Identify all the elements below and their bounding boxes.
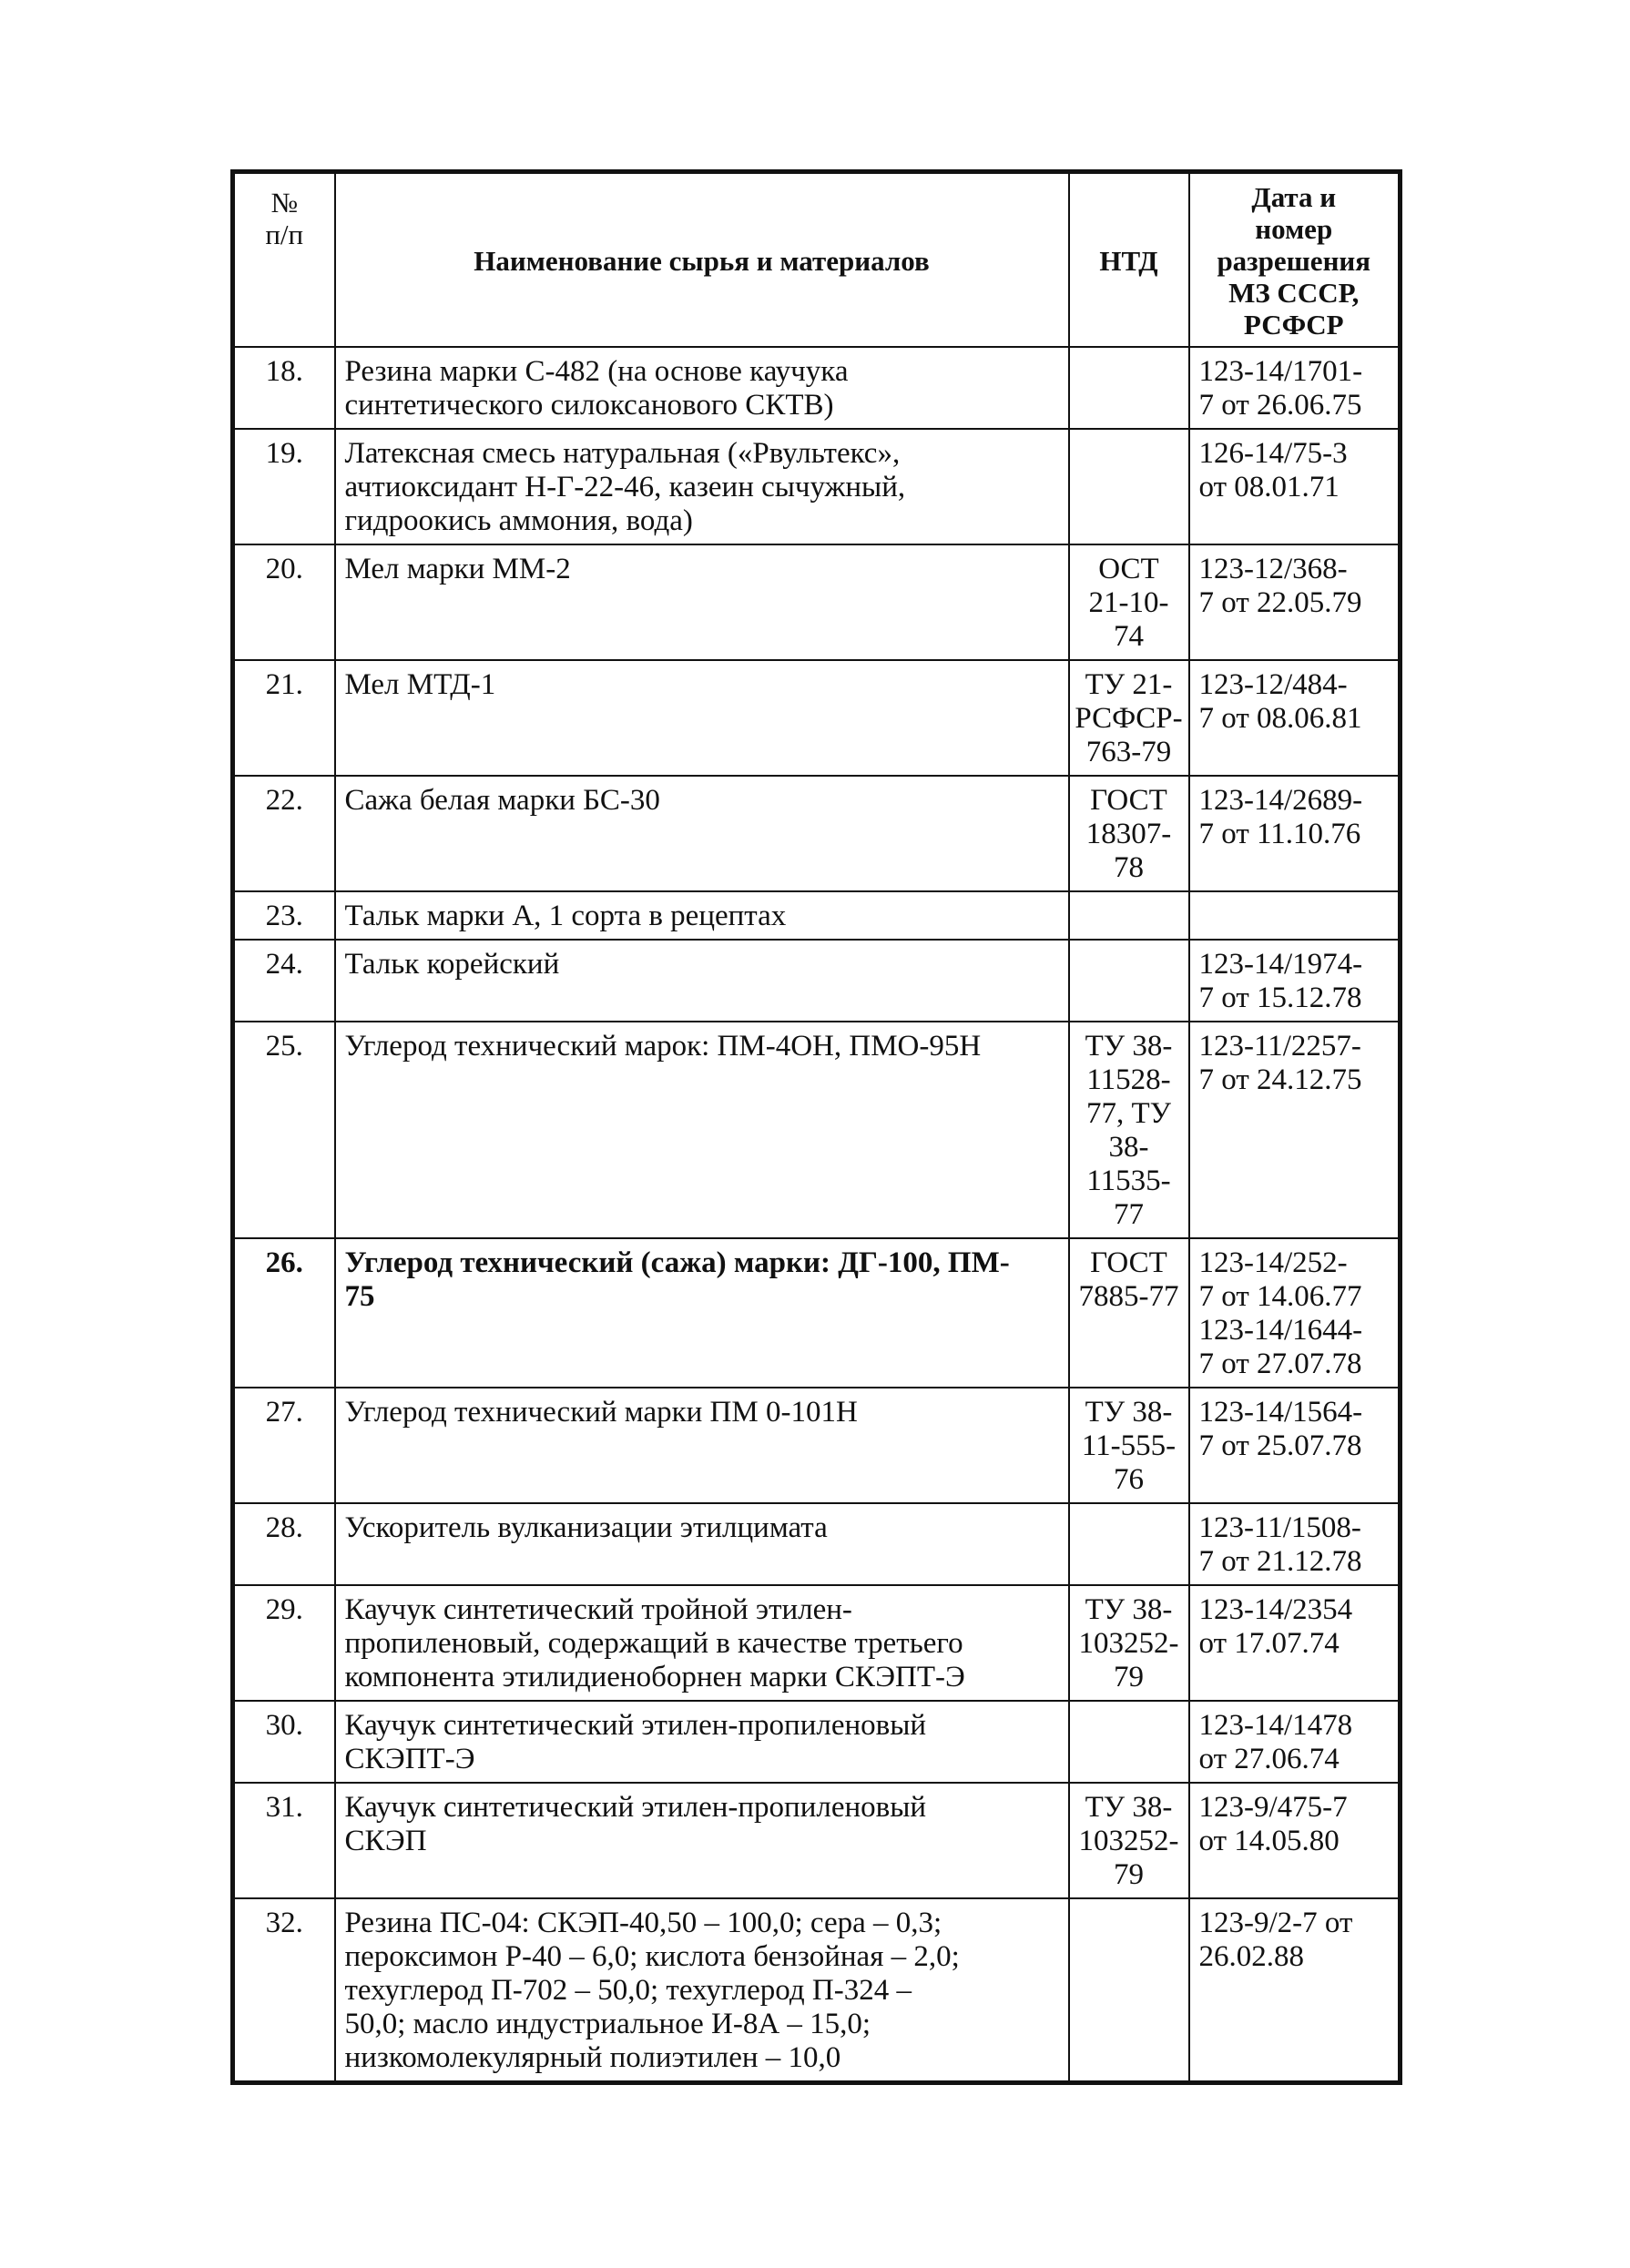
- row-material-name: Сажа белая марки БС-30: [335, 776, 1069, 891]
- table-row: [233, 1585, 1401, 1701]
- header-material-name: Наименование сырья и материалов: [335, 172, 1069, 348]
- table-row: [233, 1898, 1401, 2083]
- row-permit: 123-9/475-7 от 14.05.80: [1189, 1783, 1401, 1898]
- table-row: [233, 347, 1401, 429]
- row-permit: 123-9/2-7 от 26.02.88: [1189, 1898, 1401, 2083]
- table-row: [233, 1388, 1401, 1503]
- row-number: 30.: [233, 1701, 335, 1783]
- row-permit: 123-14/1701- 7 от 26.06.75: [1189, 347, 1401, 429]
- row-material-name: Углерод технический марок: ПМ-4ОН, ПМО-95Н: [335, 1022, 1069, 1238]
- row-ntd: [1069, 940, 1189, 1022]
- row-number: 19.: [233, 429, 335, 544]
- row-material-name: Тальк корейский: [335, 940, 1069, 1022]
- row-number: 24.: [233, 940, 335, 1022]
- row-ntd: ОСТ 21-10- 74: [1069, 544, 1189, 660]
- row-ntd: ГОСТ 18307- 78: [1069, 776, 1189, 891]
- row-number: 25.: [233, 1022, 335, 1238]
- header-ntd: НТД: [1069, 172, 1189, 348]
- row-number: 20.: [233, 544, 335, 660]
- row-permit: 123-12/484- 7 от 08.06.81: [1189, 660, 1401, 776]
- row-number: 26.: [233, 1238, 335, 1388]
- row-material-name: Резина ПС-04: СКЭП-40,50 – 100,0; сера – 0,3; пероксимон Р-40 – 6,0; кислота бензойная – 2,0; техуглерод П-702 – 50,0; техуглерод П-324 – 50,0; масло индустриальное И-8А – 15,0; низкомолекулярный полиэтилен – 10,0: [335, 1898, 1069, 2083]
- row-permit: 123-11/2257- 7 от 24.12.75: [1189, 1022, 1401, 1238]
- row-permit: 123-14/1564- 7 от 25.07.78: [1189, 1388, 1401, 1503]
- row-ntd: [1069, 1503, 1189, 1585]
- row-ntd: ТУ 38- 103252- 79: [1069, 1585, 1189, 1701]
- table-row: [233, 1701, 1401, 1783]
- table-header-row: [233, 172, 1401, 348]
- row-ntd: ТУ 38- 11528- 77, ТУ 38- 11535- 77: [1069, 1022, 1189, 1238]
- row-number: 29.: [233, 1585, 335, 1701]
- row-number: 27.: [233, 1388, 335, 1503]
- table-row: [233, 660, 1401, 776]
- row-number: 21.: [233, 660, 335, 776]
- table-row: [233, 1022, 1401, 1238]
- row-permit: 123-14/1974- 7 от 15.12.78: [1189, 940, 1401, 1022]
- row-number: 32.: [233, 1898, 335, 2083]
- table-row: [233, 544, 1401, 660]
- row-permit: [1189, 891, 1401, 940]
- row-material-name: Углерод технический марки ПМ 0-101Н: [335, 1388, 1069, 1503]
- row-number: 18.: [233, 347, 335, 429]
- row-material-name: Тальк марки А, 1 сорта в рецептах: [335, 891, 1069, 940]
- row-number: 31.: [233, 1783, 335, 1898]
- row-ntd: ТУ 38- 11-555- 76: [1069, 1388, 1189, 1503]
- table-row: [233, 940, 1401, 1022]
- row-ntd: [1069, 1898, 1189, 2083]
- row-material-name: Ускоритель вулканизации этилцимата: [335, 1503, 1069, 1585]
- row-material-name: Каучук синтетический этилен-пропиленовый СКЭПТ-Э: [335, 1701, 1069, 1783]
- row-material-name: Мел МТД-1: [335, 660, 1069, 776]
- row-permit: 123-14/2354 от 17.07.74: [1189, 1585, 1401, 1701]
- row-number: 22.: [233, 776, 335, 891]
- row-permit: 123-11/1508- 7 от 21.12.78: [1189, 1503, 1401, 1585]
- row-material-name: Углерод технический (сажа) марки: ДГ-100, ПМ- 75: [335, 1238, 1069, 1388]
- table-row: [233, 1238, 1401, 1388]
- row-ntd: ГОСТ 7885-77: [1069, 1238, 1189, 1388]
- row-material-name: Латексная смесь натуральная («Рвультекс», ачтиоксидант Н-Г-22-46, казеин сычужный, гидроокись аммония, вода): [335, 429, 1069, 544]
- row-material-name: Мел марки ММ-2: [335, 544, 1069, 660]
- row-permit: 123-14/2689- 7 от 11.10.76: [1189, 776, 1401, 891]
- row-ntd: [1069, 347, 1189, 429]
- row-permit: 123-14/252- 7 от 14.06.77 123-14/1644- 7 от 27.07.78: [1189, 1238, 1401, 1388]
- materials-table: [230, 169, 1402, 2085]
- row-permit: 126-14/75-3 от 08.01.71: [1189, 429, 1401, 544]
- row-ntd: [1069, 891, 1189, 940]
- table-row: [233, 1503, 1401, 1585]
- row-ntd: ТУ 38- 103252- 79: [1069, 1783, 1189, 1898]
- header-number: № п/п: [233, 172, 335, 348]
- row-ntd: ТУ 21- РСФСР- 763-79: [1069, 660, 1189, 776]
- row-material-name: Каучук синтетический тройной этилен- пропиленовый, содержащий в качестве третьего компонента этилидиеноборнен марки СКЭПТ-Э: [335, 1585, 1069, 1701]
- row-material-name: Резина марки С-482 (на основе каучука синтетического силоксанового СКТВ): [335, 347, 1069, 429]
- table-row: [233, 776, 1401, 891]
- row-number: 23.: [233, 891, 335, 940]
- table-row: [233, 429, 1401, 544]
- table-row: [233, 891, 1401, 940]
- row-permit: 123-12/368- 7 от 22.05.79: [1189, 544, 1401, 660]
- row-ntd: [1069, 1701, 1189, 1783]
- header-permit: Дата и номер разрешения МЗ СССР, РСФСР: [1189, 172, 1401, 348]
- row-ntd: [1069, 429, 1189, 544]
- document-page: [230, 169, 1398, 2085]
- table-row: [233, 1783, 1401, 1898]
- row-number: 28.: [233, 1503, 335, 1585]
- row-permit: 123-14/1478 от 27.06.74: [1189, 1701, 1401, 1783]
- row-material-name: Каучук синтетический этилен-пропиленовый СКЭП: [335, 1783, 1069, 1898]
